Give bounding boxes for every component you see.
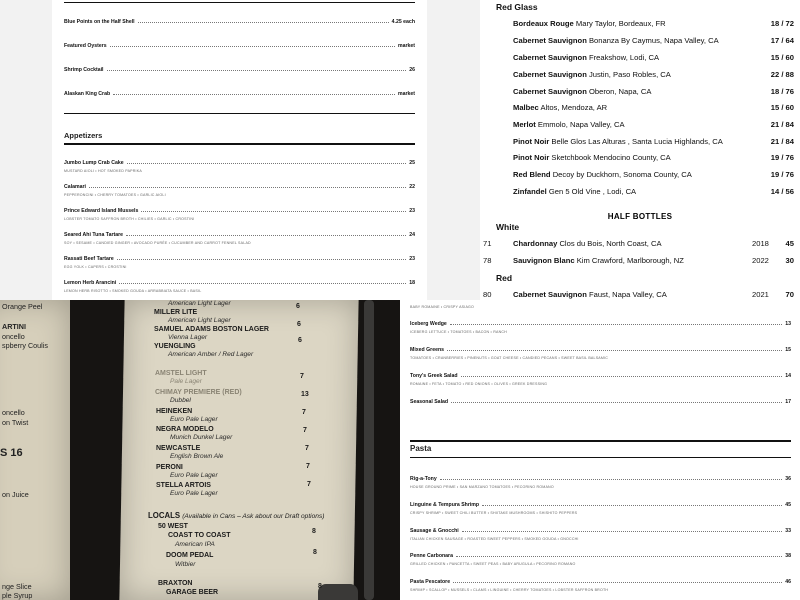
item-description: PEPPERONCINI • CHERRY TOMATOES • GARLIC AIOLI <box>64 193 166 197</box>
menu-item-iceberg-wedge: Iceberg Wedge 13 <box>410 321 791 327</box>
menu-item-king-crab: Alaskan King Crab market <box>64 91 415 97</box>
beer-style: American Amber / Red Lager <box>168 351 254 358</box>
item-description: ROMAINE • FETA • TOMATO • RED ONIONS • OLIVES • GREEK DRESSING <box>410 382 548 386</box>
menu-item-arancini: Lemon Herb Arancini 18 <box>64 280 415 286</box>
wine-row: Pinot Noir Belle Glos Las Alturas , Santa Lucia Highlands, CA 21 / 84 <box>513 137 794 146</box>
beer-price: 7 <box>307 481 311 488</box>
item-description: ITALIAN CHICKEN SAUSAGE • ROASTED SWEET PEPPERS • SMOKED GOUDA • GNOCCHI <box>410 537 579 541</box>
wine-row: Cabernet Sauvignon Oberon, Napa, CA 18 / 76 <box>513 87 794 96</box>
beer-price: 7 <box>302 409 306 416</box>
item-description: LEMON HERB RISOTTO • SMOKED GOUDA • ARRABBIATA SAUCE • BASIL <box>64 289 202 293</box>
cocktail-text: oncello <box>2 332 25 341</box>
beer-menu-photo <box>0 300 400 600</box>
menu-item-greek-salad: Tony's Greek Salad 14 <box>410 373 791 379</box>
item-description: MUSTARD AIOLI • HOT SMOKED PAPRIKA <box>64 169 142 173</box>
wine-row: Merlot Emmolo, Napa Valley, CA 21 / 84 <box>513 120 794 129</box>
subsection-red: Red <box>496 273 513 283</box>
wine-row: Red Blend Decoy by Duckhorn, Sonoma County, CA 19 / 76 <box>513 170 794 179</box>
menu-item-beef-tartare: Rassati Beef Tartare 23 <box>64 256 415 262</box>
menu-item-mixed-greens: Mixed Greens 15 <box>410 347 791 353</box>
menu-item-penne-carbonara: Penne Carbonara 38 <box>410 553 791 559</box>
beer-name: BRAXTON <box>158 580 193 587</box>
beer-style: American Light Lager <box>168 317 231 324</box>
beer-name: CHIMAY PREMIERE (RED) <box>155 389 242 396</box>
item-description: EGG YOLK • CAPERS • CROSTINI <box>64 265 127 269</box>
beer-price: 7 <box>303 427 307 434</box>
beer-name: DOOM PEDAL <box>166 552 214 559</box>
wine-row: Cabernet Sauvignon Bonanza By Caymus, Napa Valley, CA 17 / 64 <box>513 36 794 45</box>
item-description: ICEBERG LETTUCE • TOMATOES • BACON • RANCH <box>410 330 507 334</box>
beer-price: 7 <box>305 445 309 452</box>
beer-name: PERONI <box>156 464 183 471</box>
wine-row: Malbec Altos, Mendoza, AR 15 / 60 <box>513 103 794 112</box>
menu-item-seasonal-salad: Seasonal Salad 17 <box>410 399 791 405</box>
menu-item-tuna-tartare: Seared Ahi Tuna Tartare 24 <box>64 232 415 238</box>
beer-name: YUENGLING <box>154 343 196 350</box>
item-description: BABY ROMAINE • CRISPY ASIAGO <box>410 305 475 309</box>
item-description: CRISPY SHRIMP • SWEET CHILI BUTTER • SHIITAKE MUSHROOMS • SHISHITO PEPPERS <box>410 511 578 515</box>
cocktail-text: on Juice <box>2 490 29 499</box>
section-title-half-bottles: HALF BOTTLES <box>607 212 673 221</box>
item-description: TOMATOES • CRANBERRIES • PINENUTS • GOAT CHEESE • CANDIED PECANS • SWEET BASIL BALSAMIC <box>410 356 609 360</box>
beer-name: MILLER LITE <box>154 309 198 316</box>
section-title-red-glass: Red Glass <box>496 2 538 12</box>
menu-item-linguine-shrimp: Linguine & Tempura Shrimp 45 <box>410 502 791 508</box>
cocktail-text: Orange Peel <box>2 302 43 311</box>
section-title-pasta: Pasta <box>410 444 432 453</box>
beer-name: NEGRA MODELO <box>156 426 214 433</box>
fork-icon <box>364 300 374 600</box>
section-rule <box>410 440 791 442</box>
beer-style: Munich Dunkel Lager <box>170 434 233 441</box>
beer-name: HEINEKEN <box>156 408 193 415</box>
menu-item-rig-a-tony: Rig-a-Tony 36 <box>410 476 791 482</box>
cocktail-price: S 16 <box>0 447 23 459</box>
menu-item-pasta-pescatore: Pasta Pescatore 46 <box>410 579 791 585</box>
seafood-appetizers-panel <box>0 0 480 300</box>
subsection-white: White <box>496 222 520 232</box>
section-rule <box>64 113 415 114</box>
wine-row: Zinfandel Gen 5 Old Vine , Lodi, CA 14 / 56 <box>513 187 794 196</box>
item-description: HOUSE GROUND PRIME • SAN MARZANO TOMATOES • PECORINO ROMANO <box>410 485 554 489</box>
beer-name: AMSTEL LIGHT <box>155 370 207 377</box>
wine-row: Bordeaux Rouge Mary Taylor, Bordeaux, FR 18 / 72 <box>513 19 794 28</box>
beer-price: 6 <box>296 303 300 310</box>
beer-price: 8 <box>312 528 316 535</box>
beer-price: 13 <box>301 391 309 398</box>
menu-item-shrimp-cocktail: Shrimp Cocktail 26 <box>64 67 415 73</box>
cocktail-text: nge Slice <box>2 582 32 591</box>
item-description: GRILLED CHICKEN • PANCETTA • SWEET PEAS • BABY ARUGULA • PECORINO ROMANO <box>410 562 576 566</box>
beer-style: Witbier <box>175 561 196 568</box>
section-title-appetizers: Appetizers <box>64 131 103 140</box>
beer-price: 6 <box>297 321 301 328</box>
section-rule <box>410 457 791 458</box>
beer-style: Vienna Lager <box>168 334 208 341</box>
beer-style: Pale Lager <box>170 378 202 385</box>
section-rule <box>64 2 415 3</box>
menu-item-calamari: Calamari 22 <box>64 184 415 190</box>
section-rule <box>64 143 415 145</box>
beer-name: NEWCASTLE <box>156 445 201 452</box>
menu-item-featured-oysters: Featured Oysters market <box>64 43 415 49</box>
beer-price: 6 <box>298 337 302 344</box>
beer-style: Euro Pale Lager <box>170 490 218 497</box>
wine-row: 71 Chardonnay Clos du Bois, North Coast, CA 2018 45 <box>483 239 794 248</box>
wine-row: 78 Sauvignon Blanc Kim Crawford, Marlborough, NZ 2022 30 <box>483 256 794 265</box>
beer-price: 8 <box>313 549 317 556</box>
cocktail-text: ple Syrup <box>2 591 33 600</box>
beer-style: English Brown Ale <box>170 453 224 460</box>
beer-name: STELLA ARTOIS <box>156 482 211 489</box>
menu-item-blue-points: Blue Points on the Half Shell 4.25 each <box>64 19 415 25</box>
beer-price: 8 <box>318 583 322 590</box>
wine-list-panel <box>480 0 800 300</box>
item-description: LOBSTER TOMATO SAFFRON BROTH • CHILIES • GARLIC • CROSTINI <box>64 217 195 221</box>
menu-item-crab-cake: Jumbo Lump Crab Cake 25 <box>64 160 415 166</box>
wine-row: Pinot Noir Sketchbook Mendocino County, CA 19 / 76 <box>513 153 794 162</box>
wine-row: Cabernet Sauvignon Justin, Paso Robles, CA 22 / 88 <box>513 70 794 79</box>
cocktail-text: spberry Coulis <box>2 341 48 350</box>
glass-icon <box>318 584 358 600</box>
beer-name: 50 WEST <box>158 523 188 530</box>
item-description: SOY • SESAME • CANDIED GINGER • AVOCADO PURÉE • CUCUMBER AND CARROT FENNEL SALAD <box>64 241 251 245</box>
menu-item-sausage-gnocchi: Sausage & Gnocchi 33 <box>410 528 791 534</box>
beer-price: 7 <box>300 373 304 380</box>
beer-name: GARAGE BEER <box>166 589 219 596</box>
beer-style: Euro Pale Lager <box>170 416 218 423</box>
beer-style: American IPA <box>175 541 215 548</box>
beer-style: American Light Lager <box>168 300 231 307</box>
beer-style: Euro Pale Lager <box>170 472 218 479</box>
section-title-locals: LOCALS (Available in Cans – Ask about our Draft options) <box>148 511 325 520</box>
menu-item-mussels: Prince Edward Island Mussels 23 <box>64 208 415 214</box>
wine-row: Cabernet Sauvignon Freakshow, Lodi, CA 15 / 60 <box>513 53 794 62</box>
salads-pasta-panel <box>400 300 800 600</box>
beer-name: COAST TO COAST <box>168 532 231 539</box>
beer-name: SAMUEL ADAMS BOSTON LAGER <box>154 326 269 333</box>
cocktail-text: on Twist <box>2 418 29 427</box>
cocktail-text: oncello <box>2 408 25 417</box>
wine-row: 80 Cabernet Sauvignon Faust, Napa Valley, CA 2021 70 <box>483 290 794 299</box>
beer-style: Dubbel <box>170 397 191 404</box>
cocktail-text: ARTINI <box>2 322 26 331</box>
item-description: SHRIMP • SCALLOP • MUSSELS • CLAMS • LINGUINE • CHERRY TOMATOES • LOBSTER SAFFRON BROTH <box>410 588 609 592</box>
beer-price: 7 <box>306 463 310 470</box>
